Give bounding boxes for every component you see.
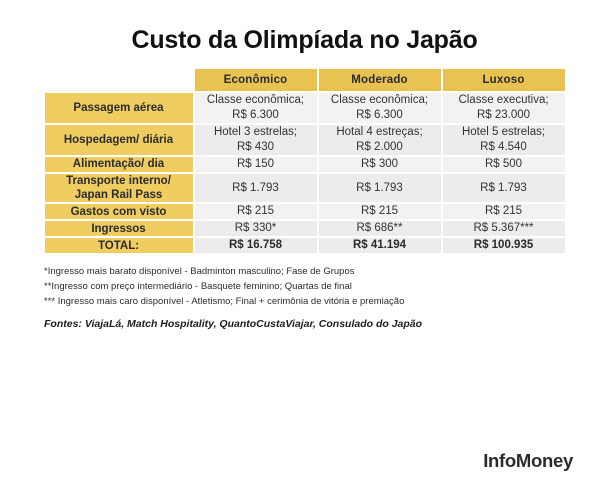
cell-visto-economico: R$ 215 [195,204,317,219]
cell-visto-luxoso: R$ 215 [443,204,565,219]
row-header-line-1: Transporte interno/ [66,174,171,187]
cell-transporte-luxoso: R$ 1.793 [443,174,565,203]
cell-total-moderado: R$ 41.194 [319,238,441,253]
infomoney-logo: InfoMoney [483,450,573,471]
cell-total-economico: R$ 16.758 [195,238,317,253]
cell-visto-moderado: R$ 215 [319,204,441,219]
cell-hospedagem-luxoso [443,125,565,155]
cell-line-1: Hotel 3 estrelas; [213,125,298,138]
cell-line-2: R$ 2.000 [356,140,403,153]
cell-alimentacao-economico: R$ 150 [195,157,317,172]
table-header-row [45,69,565,91]
table-row [45,93,565,123]
footer [483,450,573,472]
row-header-gastos-visto: Gastos com visto [45,204,193,219]
footnote-1: *Ingresso mais barato disponível - Badminton masculino; Fase de Grupos [44,266,355,278]
cell-passagem-moderado [319,93,441,123]
row-header-total: TOTAL: [45,238,193,253]
cell-transporte-economico: R$ 1.793 [195,174,317,203]
cell-line-2: R$ 23.000 [476,108,531,121]
row-header-ingressos: Ingressos [45,221,193,236]
table-row [45,221,565,236]
cell-ingressos-moderado: R$ 686** [319,221,441,236]
row-header-transporte [45,174,193,203]
cell-line-2: R$ 6.300 [232,108,279,121]
cell-hospedagem-moderado [319,125,441,155]
cell-line-1: Classe econômica; [330,94,429,106]
cell-line-2: R$ 4.540 [480,140,527,153]
table-row-total [45,238,565,253]
row-header-passagem-aerea: Passagem aérea [45,93,193,123]
table-corner-cell [45,69,193,91]
column-header-moderado: Moderado [319,69,441,91]
table-row [45,125,565,155]
row-header-alimentacao: Alimentação/ dia [45,157,193,172]
footnote-3: *** Ingresso mais caro disponível - Atletismo; Final + cerimônia de vitória e premiação [44,295,405,307]
page-title: Custo da Olimpíada no Japão [131,26,478,54]
cell-ingressos-economico: R$ 330* [195,221,317,236]
table-row [45,157,565,172]
sources-line: Fontes: ViajaLá, Match Hospitality, QuantoCustaViajar, Consulado do Japão [44,318,423,331]
table-row [45,204,565,219]
row-header-hospedagem: Hospedagem/ diária [45,125,193,155]
footnotes [44,265,584,330]
infographic-page [0,26,609,494]
cell-alimentacao-moderado: R$ 300 [319,157,441,172]
column-header-economico: Econômico [195,69,317,91]
column-header-luxoso: Luxoso [443,69,565,91]
cell-line-2: R$ 430 [236,140,275,153]
cell-line-1: Classe executiva; [458,94,549,106]
cell-total-luxoso: R$ 100.935 [443,238,565,253]
cell-line-2: R$ 6.300 [356,108,403,121]
table-row [45,174,565,203]
cell-passagem-economico [195,93,317,123]
cell-line-1: Classe econômica; [206,94,305,106]
cell-line-1: Hotal 4 estreças; [336,125,423,138]
cell-hospedagem-economico [195,125,317,155]
footnote-2: **Ingresso com preço intermediário - Basquete feminino; Quartas de final [44,280,352,292]
row-header-line-2: Japan Rail Pass [74,189,163,202]
cell-ingressos-luxoso: R$ 5.367*** [443,221,565,236]
cost-table [43,67,567,255]
cell-passagem-luxoso [443,93,565,123]
cell-alimentacao-luxoso: R$ 500 [443,157,565,172]
cell-transporte-moderado: R$ 1.793 [319,174,441,203]
cell-line-1: Hotel 5 estrelas; [461,125,546,138]
